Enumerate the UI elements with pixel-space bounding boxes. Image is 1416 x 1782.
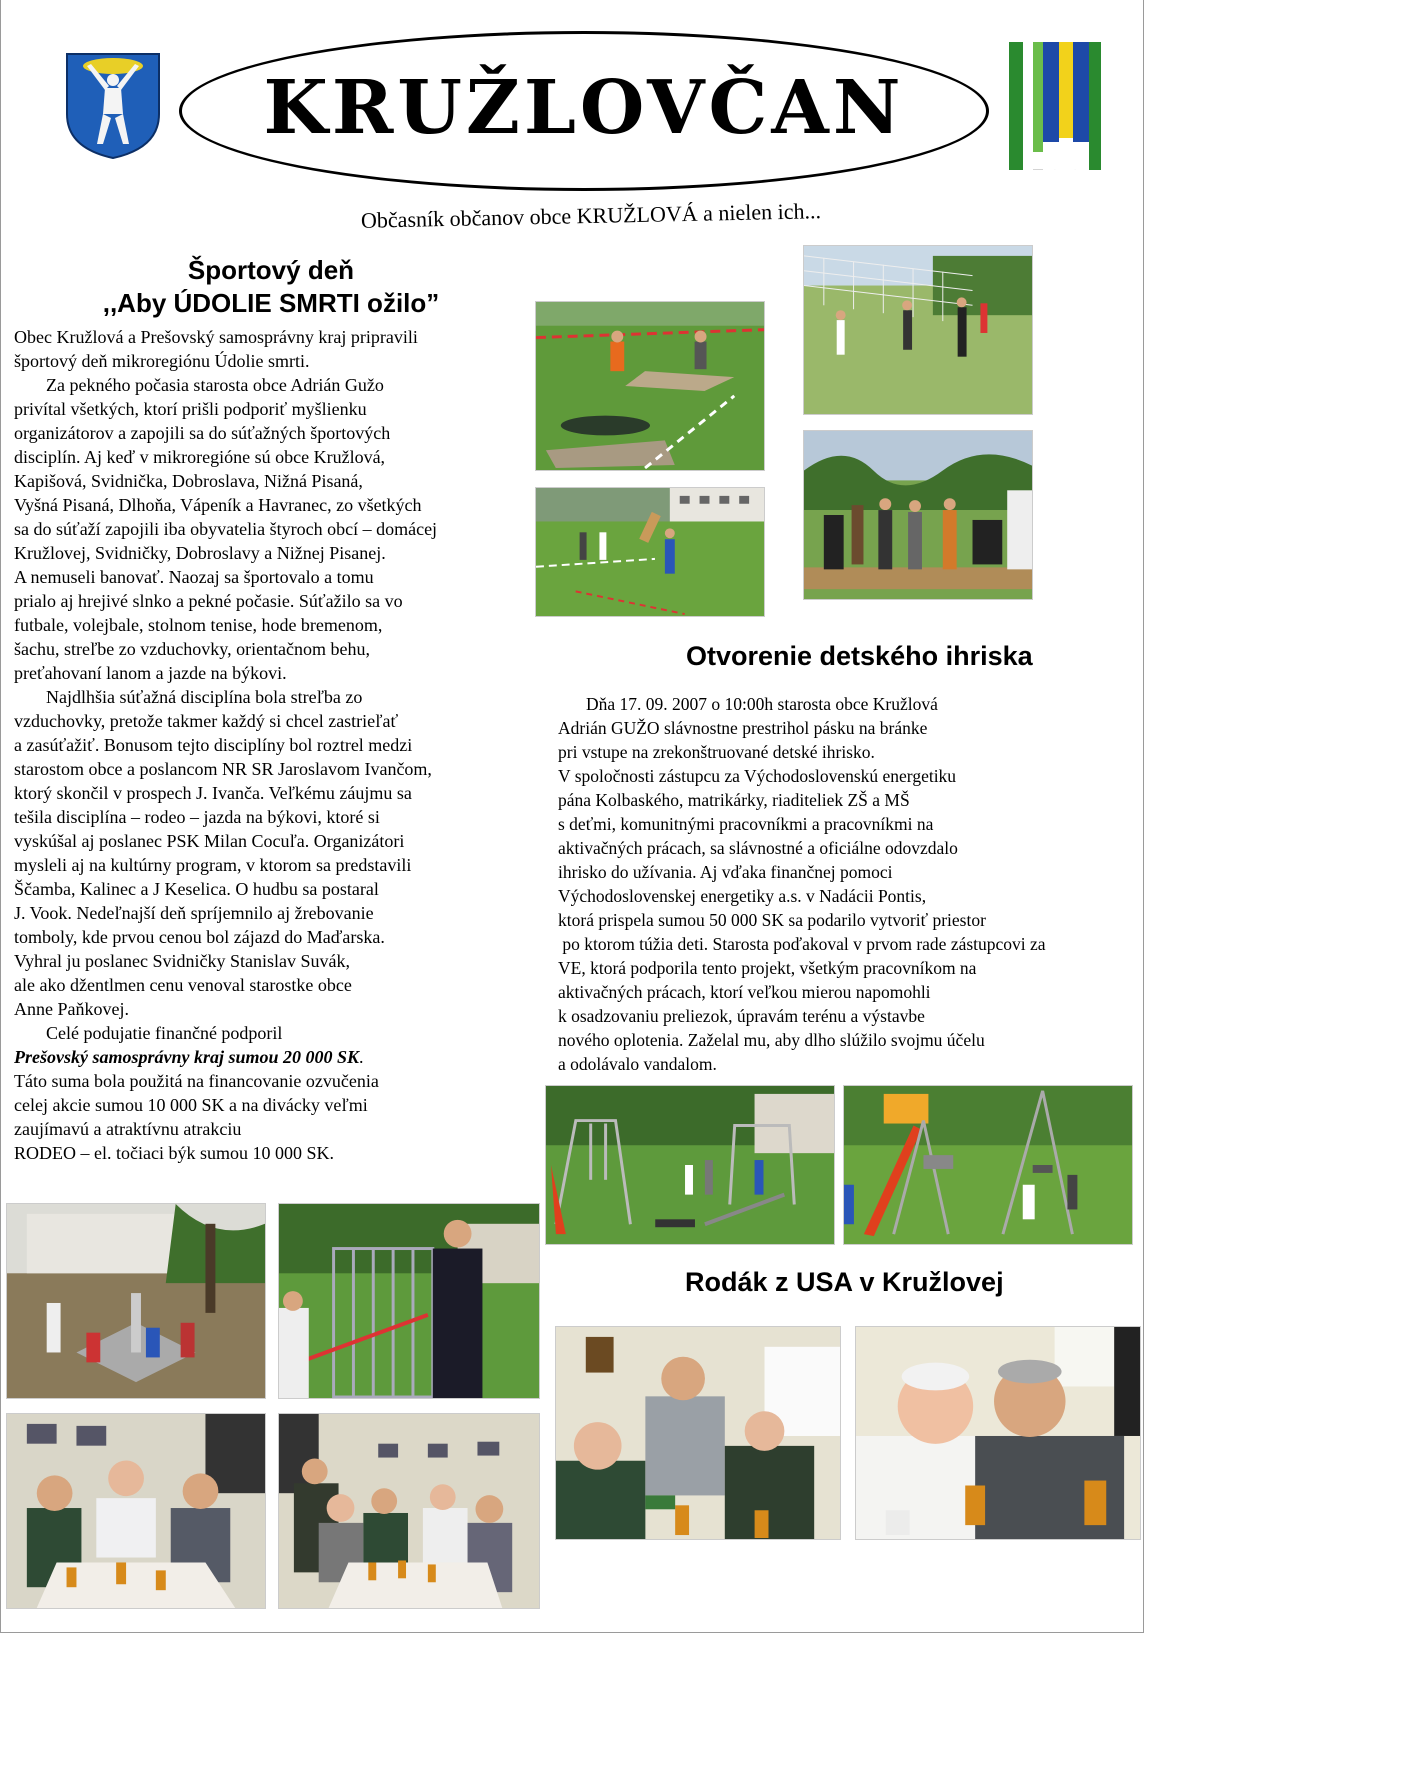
sport-article-heading: Športový deň (187, 255, 355, 285)
text-line: Anne Paňkovej. (14, 999, 129, 1019)
text-line: VE, ktorá podporila tento projekt, všetkým pracovníkom na (558, 958, 977, 978)
text-line: celej akcie sumou 10 000 SK a na divácky veľmi (14, 1095, 368, 1115)
text-line: Východoslovenskej energetiky a.s. v Nadácii Pontis, (558, 886, 927, 906)
playground-article-body (558, 692, 1098, 1076)
text-line: Vyšná Pisaná, Dlhoňa, Vápeník a Havranec, zo všetkých (14, 495, 422, 515)
text-line: pána Kolbaského, matrikárky, riaditeliek ZŠ a MŠ (558, 790, 910, 810)
text-line: Obec Kružlová a Prešovský samosprávny kraj pripravili (14, 327, 418, 347)
photo-ribbon-cutting (278, 1203, 540, 1399)
text-line: ktorý skončil v prospech J. Ivanča. Veľkému záujmu sa (14, 783, 412, 803)
usa-article-heading: Rodák z USA v Kružlovej (685, 1267, 1004, 1297)
playground-article-heading: Otvorenie detského ihriska (686, 641, 1033, 671)
text-line: V spoločnosti zástupcu za Východoslovenskú energetiku (558, 766, 957, 786)
photo-group-at-table (278, 1413, 540, 1609)
text-line: ihrisko do užívania. Aj vďaka finančnej pomoci (558, 862, 893, 882)
photo-playground-swings (545, 1085, 835, 1245)
sport-article-body (14, 325, 534, 1165)
text-line: futbale, volejbale, stolnom tenise, hode bremenom, (14, 615, 383, 635)
photo-band-stage (803, 430, 1033, 600)
text-line: starostom obce a poslancom NR SR Jaroslavom Ivančom, (14, 759, 432, 779)
text-line: disciplín. Aj keď v mikroregióne sú obce Kružlová, (14, 447, 386, 467)
text-line: zaujímavú a atraktívnu atrakciu (14, 1119, 242, 1139)
sponsor-line: Prešovský samosprávny kraj sumou 20 000 SK. (14, 1047, 364, 1067)
text-line: a zasúťažiť. Bonusom tejto disciplíny bol roztrel medzi (14, 735, 413, 755)
text-line: Táto suma bola použitá na financovanie ozvučenia (14, 1071, 379, 1091)
photo-usa-elderly-men (855, 1326, 1141, 1540)
text-line: J. Vook. Nedeľnajší deň spríjemnilo aj žrebovanie (14, 903, 374, 923)
photo-volleyball-net (803, 245, 1033, 415)
text-line: vzduchovky, pretože takmer každý si chcel zastrieľať (14, 711, 399, 731)
text-line: prialo aj hrejivé slnko a pekné počasie. Súťažilo sa vo (14, 591, 403, 611)
text-line: Za pekného počasia starosta obce Adrián Gužo (46, 375, 384, 395)
text-line: Dňa 17. 09. 2007 o 10:00h starosta obce Kružlová (586, 694, 938, 714)
sport-article-subheading: ,,Aby ÚDOLIE SMRTI ožilo” (102, 288, 440, 318)
text-line: Kapišová, Svidnička, Dobroslava, Nižná Pisaná, (14, 471, 363, 491)
text-line: aktivačných prácach, ktorí veľkou mierou napomohli (558, 982, 931, 1002)
text-line: A nemuseli banovať. Naozaj sa športovalo a tomu (14, 567, 374, 587)
text-line: k osadzovaniu preliezok, úpravám terénu a výstavbe (558, 1006, 925, 1026)
text-line: sa do súťaží zapojili iba obyvatelia štyroch obcí – domácej (14, 519, 438, 539)
masthead-subtitle: Občasník občanov obce KRUŽLOVÁ a nielen ich... (360, 198, 822, 233)
text-line: preťahovaní lanom a jazde na býkovi. (14, 663, 287, 683)
coat-of-arms-icon (65, 52, 161, 160)
text-line: RODEO – el. točiaci býk sumou 10 000 SK. (14, 1143, 334, 1163)
photo-shooting-competition (535, 301, 765, 471)
text-line: šachu, streľbe zo vzduchovky, orientačnom behu, (14, 639, 371, 659)
text-line: vyskúšal aj poslanec PSK Milan Cocuľa. Organizátori (14, 831, 405, 851)
text-line: tešila disciplína – rodeo – jazda na býkovi, ktoré si (14, 807, 380, 827)
text-line: organizátorov a zapojili sa do súťažných športových (14, 423, 391, 443)
text-line: ale ako džentlmen cenu venoval starostke obce (14, 975, 352, 995)
photo-weight-throw (535, 487, 765, 617)
text-line: Kružlovej, Svidničky, Dobroslavy a Nižnej Pisanej. (14, 543, 386, 563)
text-line: Najdlhšia súťažná disciplína bola streľba zo (46, 687, 363, 707)
photo-children-carousel (6, 1203, 266, 1399)
text-line: pri vstupe na zrekonštruované detské ihrisko. (558, 742, 875, 762)
text-line: nového oplotenia. Zaželal mu, aby dlho slúžilo svojmu účelu (558, 1030, 985, 1050)
text-line: Celé podujatie finančné podporil (46, 1023, 283, 1043)
village-flag-icon (1009, 42, 1101, 170)
text-line: Vyhral ju poslanec Svidničky Stanislav Suvák, (14, 951, 350, 971)
text-line: privítal všetkých, ktorí prišli podporiť myšlienku (14, 399, 367, 419)
text-line: s deťmi, komunitnými pracovníkmi a pracovníkmi na (558, 814, 934, 834)
text-line: aktivačných prácach, sa slávnostné a oficiálne odovzdalo (558, 838, 958, 858)
text-line: po ktorom túžia deti. Starosta poďakoval v prvom rade zástupcovi za (558, 934, 1046, 954)
photo-men-at-table (6, 1413, 266, 1609)
text-line: Adrián GUŽO slávnostne prestrihol pásku na bránke (558, 718, 928, 738)
photo-usa-guests-table (555, 1326, 841, 1540)
text-line: tomboly, kde prvou cenou bol zájazd do Maďarska. (14, 927, 385, 947)
text-line: Ščamba, Kalinec a J Keselica. O hudbu sa postaral (14, 879, 379, 899)
photo-playground-slide (843, 1085, 1133, 1245)
text-line: mysleli aj na kultúrny program, v ktorom sa predstavili (14, 855, 412, 875)
text-line: športový deň mikroregiónu Údolie smrti. (14, 351, 310, 371)
masthead-title: KRUŽLOVČAN (263, 65, 905, 151)
text-line: ktorá prispela sumou 50 000 SK sa podarilo vytvoriť priestor (558, 910, 986, 930)
text-line: a odolávalo vandalom. (558, 1054, 717, 1074)
sponsor-name: Prešovský samosprávny kraj sumou 20 000 SK (14, 1047, 360, 1067)
